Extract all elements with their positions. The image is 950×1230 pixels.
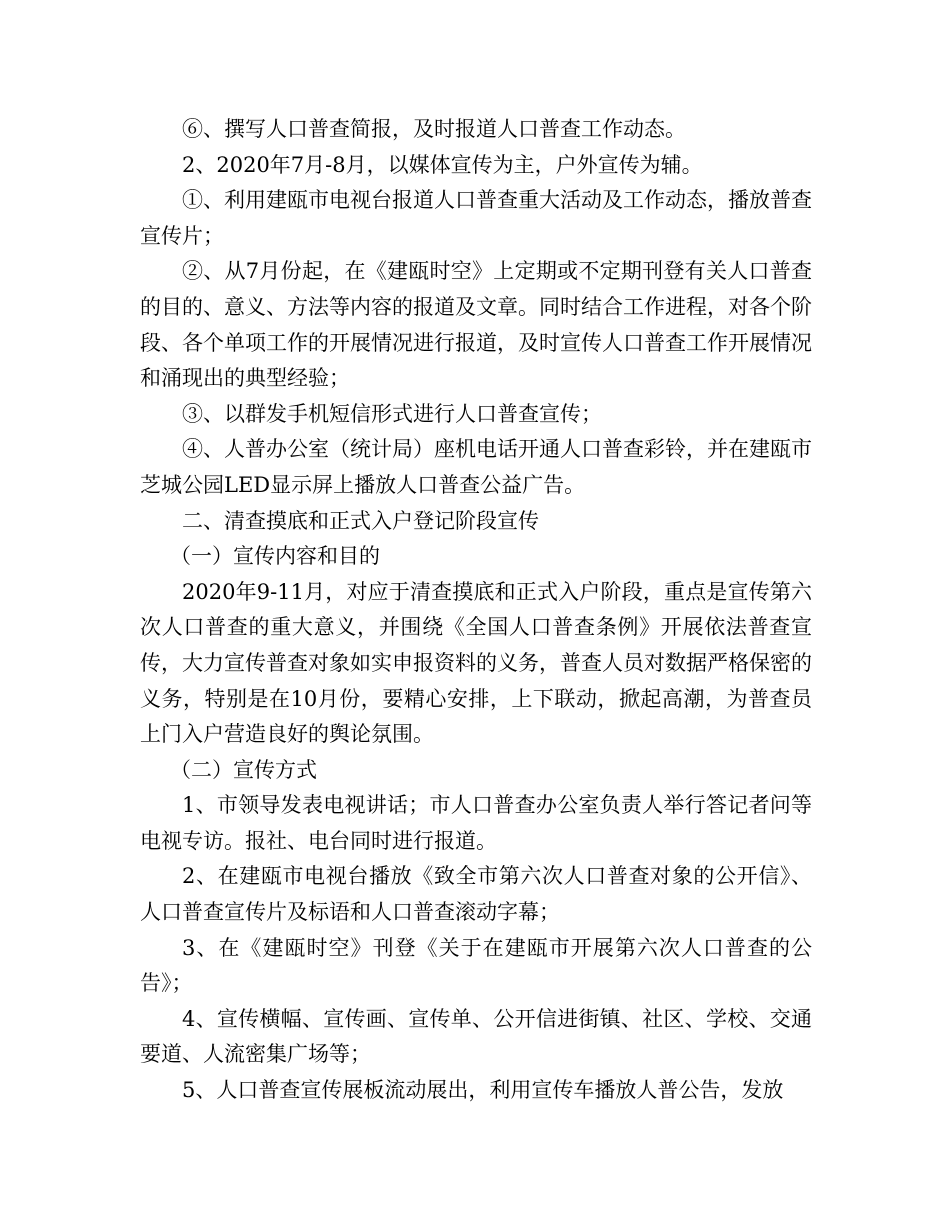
paragraph-method-1: 1、市领导发表电视讲话；市人口普查办公室负责人举行答记者问等电视专访。报社、电台同时进行报道。 <box>140 793 812 853</box>
subsection-heading-content-purpose: （一）宣传内容和目的 <box>170 544 380 569</box>
paragraph-method-5: 5、人口普查宣传展板流动展出，利用宣传车播放人普公告，发放 <box>182 1078 784 1103</box>
paragraph-sept-nov: 2020年9-11月，对应于清查摸底和正式入户阶段，重点是宣传第六次人口普查的重大意义，并围绕《全国人口普查条例》开展依法普查宣传，大力宣传普查对象如实申报资料的义务，普查人员对数据严格保密的义务，特别是在10月份，要精心安排，上下联动，掀起高潮，为普查员上门入户营造良好的舆论氛围。 <box>140 579 812 747</box>
paragraph-july-august: 2、2020年7月-8月，以媒体宣传为主，户外宣传为辅。 <box>182 152 703 177</box>
document-page <box>140 112 812 1109</box>
paragraph-item-3-sms: ③、以群发手机短信形式进行人口普查宣传； <box>182 401 602 426</box>
paragraph-item-2-newspaper: ②、从7月份起，在《建瓯时空》上定期或不定期刊登有关人口普查的目的、意义、方法等内容的报道及文章。同时结合工作进程，对各个阶段、各个单项工作的开展情况进行报道，及时宣传人口普查工作开展情况和涌现出的典型经验； <box>140 259 812 391</box>
section-heading-registration-stage: 二、清查摸底和正式入户登记阶段宣传 <box>182 508 539 533</box>
paragraph-method-3: 3、在《建瓯时空》刊登《关于在建瓯市开展第六次人口普查的公告》； <box>140 935 812 996</box>
paragraph-method-4: 4、宣传横幅、宣传画、宣传单、公开信进街镇、社区、学校、交通要道、人流密集广场等； <box>140 1006 812 1067</box>
paragraph-item-6-bulletin: ⑥、撰写人口普查简报，及时报道人口普查工作动态。 <box>182 117 686 141</box>
paragraph-method-2: 2、在建瓯市电视台播放《致全市第六次人口普查对象的公开信》、人口普查宣传片及标语和人口普查滚动字幕； <box>140 864 812 925</box>
paragraph-item-1-tv: ①、利用建瓯市电视台报道人口普查重大活动及工作动态，播放普查宣传片； <box>140 188 812 248</box>
paragraph-item-4-ringtone-led: ④、人普办公室（统计局）座机电话开通人口普查彩铃，并在建瓯市芝城公园LED显示屏上播放人口普查公益广告。 <box>140 437 812 497</box>
subsection-heading-methods: （二）宣传方式 <box>170 757 317 782</box>
